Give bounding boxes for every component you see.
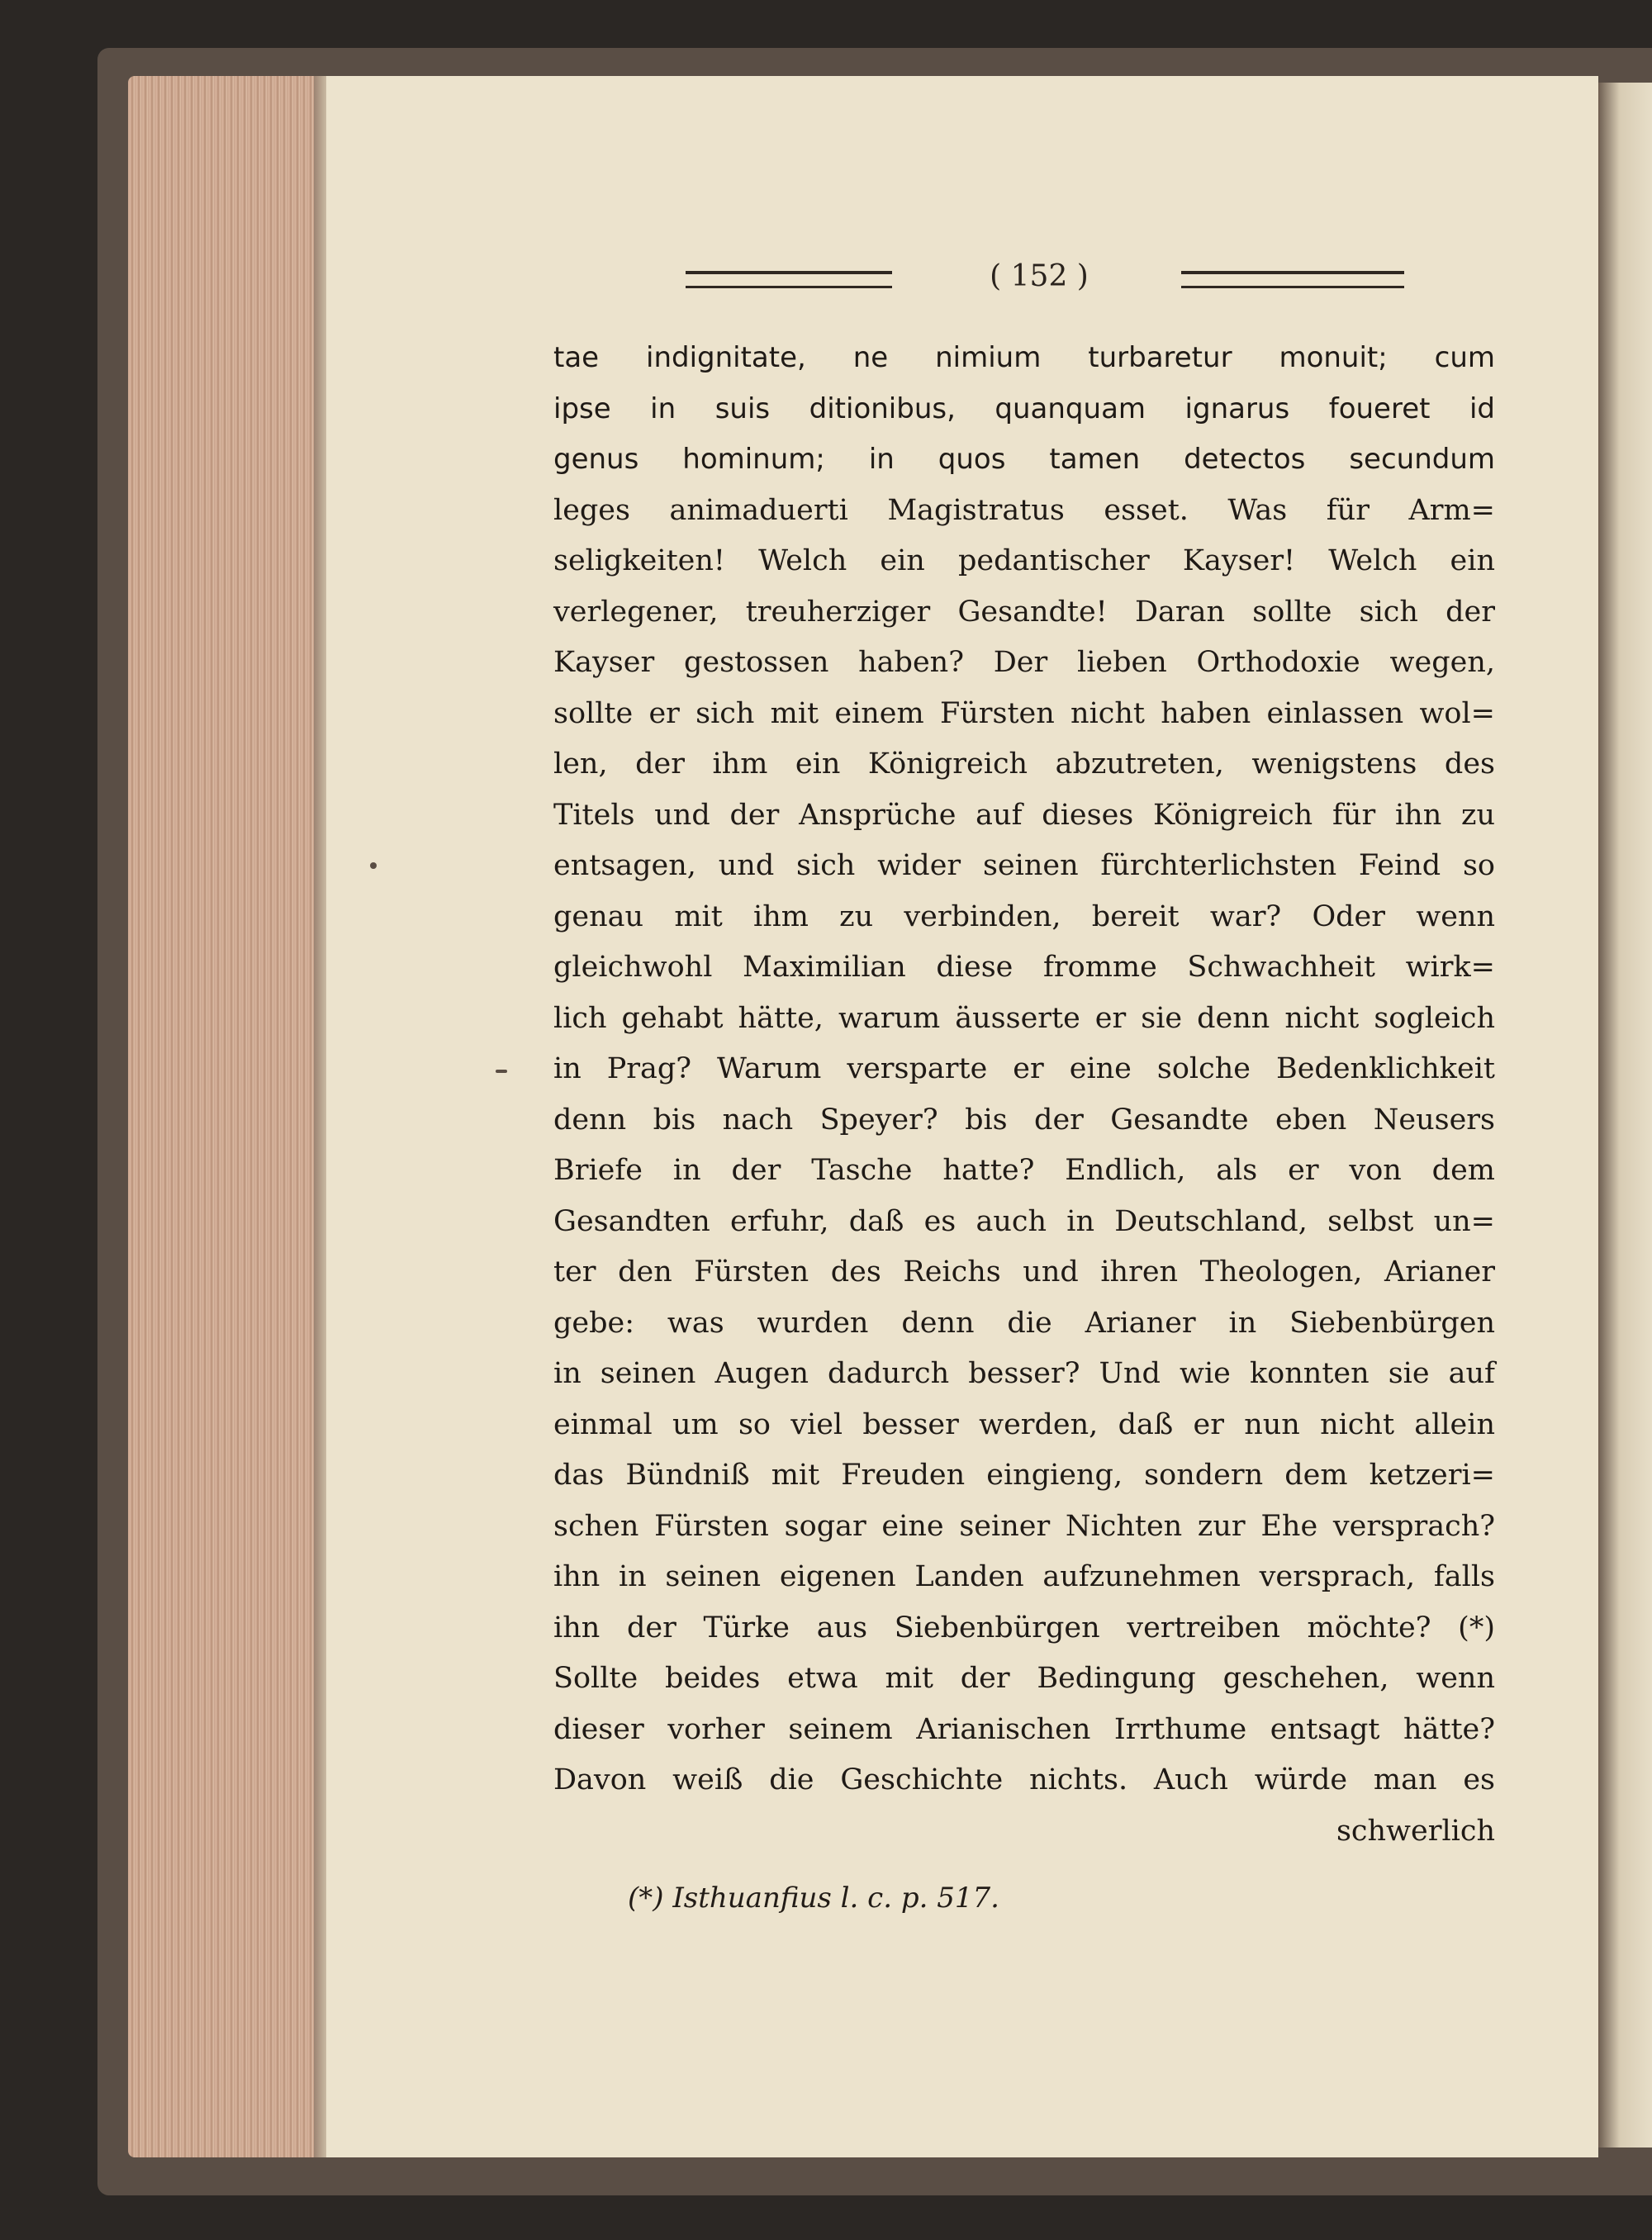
text-line: len, der ihm ein Königreich abzutreten, wenigstens des xyxy=(553,747,1495,781)
text-line: Kayser gestossen haben? Der lieben Orthodoxie wegen, xyxy=(553,646,1495,679)
text-line: tae indignitate, ne nimium turbaretur monuit; cum xyxy=(553,341,1495,374)
text-line: in seinen Augen dadurch besser? Und wie konnten sie auf xyxy=(553,1357,1495,1390)
text-line: ihn in seinen eigenen Landen aufzunehmen versprach, falls xyxy=(553,1560,1495,1593)
text-line: genau mit ihm zu verbinden, bereit war? Oder wenn xyxy=(553,899,1495,933)
margin-mark xyxy=(496,1070,507,1073)
text-line: ihn der Türke aus Siebenbürgen vertreiben möchte? (*) xyxy=(553,1611,1495,1644)
header-rule-right xyxy=(1181,271,1404,288)
text-line: ter den Fürsten des Reichs und ihren Theologen, Arianer xyxy=(553,1255,1495,1288)
page-edges xyxy=(128,76,326,2157)
text-line: Briefe in der Tasche hatte? Endlich, als er von dem xyxy=(553,1154,1495,1187)
text-line: ipse in suis ditionibus, quanquam ignarus foueret id xyxy=(553,392,1495,425)
text-line: seligkeiten! Welch ein pedantischer Kayser! Welch ein xyxy=(553,544,1495,577)
catchword: schwerlich xyxy=(1336,1814,1495,1848)
text-line: Davon weiß die Geschichte nichts. Auch würde man es xyxy=(553,1763,1495,1796)
body-text xyxy=(553,333,1495,1857)
text-line: in Prag? Warum versparte er eine solche Bedenklichkeit xyxy=(553,1052,1495,1085)
footnote: (*) Isthuanfius l. c. p. 517. xyxy=(628,1882,999,1915)
text-line: einmal um so viel besser werden, daß er nun nicht allein xyxy=(553,1407,1495,1441)
page-header xyxy=(355,248,1371,306)
text-line: schen Fürsten sogar eine seiner Nichten zur Ehe versprach? xyxy=(553,1509,1495,1543)
header-rule-left xyxy=(686,271,892,288)
page-number: ( 152 ) xyxy=(990,259,1089,293)
text-line: Titels und der Ansprüche auf dieses Königreich für ihn zu xyxy=(553,798,1495,832)
text-line: entsagen, und sich wider seinen fürchterlichsten Feind so xyxy=(553,849,1495,882)
facing-page-edge xyxy=(1598,83,1652,2147)
text-line: sollte er sich mit einem Fürsten nicht haben einlassen wol= xyxy=(553,696,1495,730)
text-line: genus hominum; in quos tamen detectos secundum xyxy=(553,443,1495,476)
text-line: Sollte beides etwa mit der Bedingung geschehen, wenn xyxy=(553,1662,1495,1695)
text-line: dieser vorher seinem Arianischen Irrthume entsagt hätte? xyxy=(553,1712,1495,1746)
text-line: lich gehabt hätte, warum äusserte er sie denn nicht sogleich xyxy=(553,1001,1495,1035)
text-line: das Bündniß mit Freuden eingieng, sondern dem ketzeri= xyxy=(553,1459,1495,1492)
text-line: gebe: was wurden denn die Arianer in Siebenbürgen xyxy=(553,1306,1495,1340)
text-line: leges animaduerti Magistratus esset. Was für Arm= xyxy=(553,493,1495,527)
text-line: denn bis nach Speyer? bis der Gesandte eben Neusers xyxy=(553,1103,1495,1137)
text-line: gleichwohl Maximilian diese fromme Schwachheit wirk= xyxy=(553,951,1495,984)
margin-mark xyxy=(370,862,377,869)
text-line: Gesandten erfuhr, daß es auch in Deutschland, selbst un= xyxy=(553,1204,1495,1238)
text-line: verlegener, treuherziger Gesandte! Daran sollte sich der xyxy=(553,595,1495,629)
